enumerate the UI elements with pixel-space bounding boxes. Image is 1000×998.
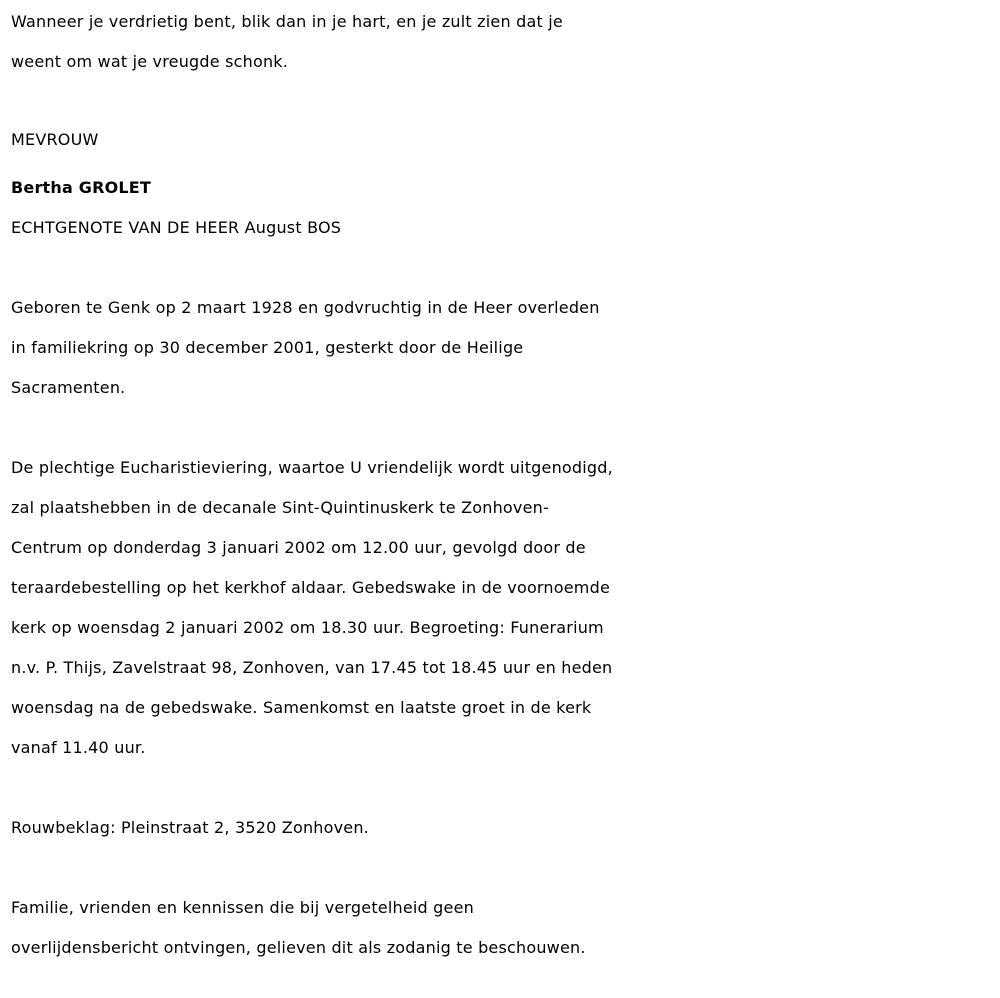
ceremony-line: Centrum op donderdag 3 januari 2002 om 12.00 uur, gevolgd door de [11, 538, 586, 557]
ceremony-line: n.v. P. Thijs, Zavelstraat 98, Zonhoven, van 17.45 tot 18.45 uur en heden [11, 658, 613, 677]
ceremony-line: kerk op woensdag 2 januari 2002 om 18.30 uur. Begroeting: Funerarium [11, 618, 604, 637]
ceremony-section [11, 448, 996, 768]
spacer [11, 248, 996, 288]
condolence-section [11, 808, 996, 848]
birth-line: in familiekring op 30 december 2001, gesterkt door de Heilige [11, 338, 524, 357]
ceremony-line: vanaf 11.40 uur. [11, 738, 146, 757]
spacer [11, 408, 996, 448]
quote-section [11, 2, 996, 82]
ceremony-line: zal plaatshebben in de decanale Sint-Quintinuskerk te Zonhoven- [11, 498, 549, 517]
ceremony-line: woensdag na de gebedswake. Samenkomst en laatste groet in de kerk [11, 698, 592, 717]
closing-line: Familie, vrienden en kennissen die bij vergetelheid geen [11, 898, 474, 917]
honorific: MEVROUW [11, 130, 99, 149]
birth-line: Sacramenten. [11, 378, 126, 397]
spouse-line: ECHTGENOTE VAN DE HEER August BOS [11, 218, 342, 237]
obituary-notice [11, 2, 996, 968]
quote-line: Wanneer je verdrietig bent, blik dan in je hart, en je zult zien dat je [11, 12, 563, 31]
heading-section [11, 120, 996, 248]
deceased-name: Bertha GROLET [11, 178, 152, 197]
quote-line: weent om wat je vreugde schonk. [11, 52, 289, 71]
closing-section [11, 888, 996, 968]
condolence-address: Rouwbeklag: Pleinstraat 2, 3520 Zonhoven. [11, 818, 369, 837]
ceremony-line: De plechtige Eucharistieviering, waartoe U vriendelijk wordt uitgenodigd, [11, 458, 613, 477]
birth-line: Geboren te Genk op 2 maart 1928 en godvruchtig in de Heer overleden [11, 298, 600, 317]
birth-section [11, 288, 996, 408]
closing-line: overlijdensbericht ontvingen, gelieven dit als zodanig te beschouwen. [11, 938, 586, 957]
spacer [11, 82, 996, 120]
spacer [11, 768, 996, 808]
ceremony-line: teraardebestelling op het kerkhof aldaar. Gebedswake in de voornoemde [11, 578, 610, 597]
spacer [11, 848, 996, 888]
